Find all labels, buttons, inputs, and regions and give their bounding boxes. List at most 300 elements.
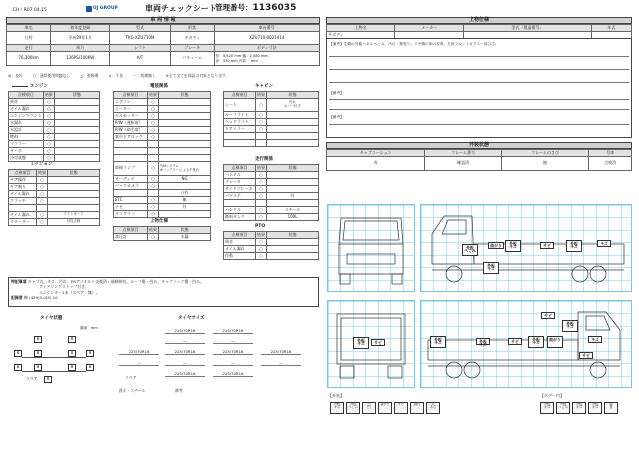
electrical-row — [114, 190, 211, 197]
cabin-title: キャビン — [255, 84, 273, 89]
grading-1: ◎：良好 — [8, 73, 23, 78]
engine-item: オイル漏れ — [9, 106, 44, 113]
electrical-result[interactable] — [148, 141, 159, 148]
vi-v2-1: 136PS/100KW — [51, 52, 110, 66]
engine-row — [9, 127, 100, 134]
electrical-header-row — [114, 92, 211, 99]
mission-header-row — [9, 170, 100, 177]
tire-size-rear-2: 225/70R16 — [213, 372, 253, 377]
mission-state — [48, 212, 100, 219]
version-text: EH / R07.04.15 — [13, 8, 47, 13]
engine-row — [9, 106, 100, 113]
us-h-3: 年式 — [591, 25, 631, 32]
engine-state — [54, 141, 99, 148]
pto-header-row — [224, 232, 319, 239]
damage-tag: キズ — [588, 336, 602, 343]
mission-note-2: 付近点検 — [66, 219, 81, 224]
vi-h2-1: 馬力 — [51, 45, 110, 52]
cabin-row — [224, 140, 319, 147]
damage-tag: 外板 キズ — [528, 336, 544, 348]
mission-state — [48, 219, 100, 226]
mission-row — [9, 198, 100, 205]
electrical-state — [159, 211, 211, 218]
cabin-row — [224, 126, 319, 133]
vi-h2-0: 走行 — [7, 45, 51, 52]
special-notes-line-4 — [11, 295, 316, 300]
engine-row — [9, 141, 100, 148]
us-h-1: メーカー — [395, 25, 464, 32]
damage-tag: 外板 ヘこみ — [462, 244, 478, 256]
electrical-item: P/W（助手席） — [114, 127, 148, 134]
mission-state — [48, 184, 100, 191]
tire-mark-spare[interactable]: 8 — [44, 376, 52, 383]
grading-5: －：装備無し — [132, 73, 156, 78]
tire-mark-rear-right-1[interactable]: 8 — [68, 364, 76, 371]
pto-row — [224, 239, 319, 246]
engine-result[interactable]: ○ — [43, 106, 54, 113]
running-result[interactable] — [256, 200, 267, 207]
mission-row — [9, 219, 100, 226]
mission-item — [9, 205, 37, 212]
vi-v1-3: ギガディ — [170, 32, 214, 45]
electrical-h-0: 点検項目 — [114, 92, 148, 99]
electrical-result[interactable] — [148, 155, 159, 162]
pto-result[interactable]: ○ — [256, 246, 267, 253]
tire-size-mid-1: 225/70R16 — [119, 350, 159, 355]
engine-item: 水漏れ — [9, 120, 44, 127]
legend-hole: 穴 あき — [426, 402, 440, 414]
running-item: サイドブレーキ — [224, 186, 256, 193]
mission-item: クラッチ — [9, 198, 37, 205]
engine-state — [54, 127, 99, 134]
engine-row — [9, 120, 100, 127]
pto-title: PTO — [255, 224, 266, 229]
ex-v-2: 無 — [501, 157, 589, 171]
electrical-item: 車検ランプ — [114, 162, 148, 176]
tire-notes-label: 備考 — [175, 388, 183, 393]
mission-item: オイル漏れ — [9, 191, 37, 198]
damage-tag: キズ — [597, 240, 611, 247]
engine-item: 燃料 — [9, 134, 44, 141]
pto-h-2: 状態 — [267, 232, 319, 239]
running-row — [224, 179, 319, 186]
electrical-table — [113, 91, 211, 218]
running-title: 走行関係 — [255, 157, 273, 162]
cabin-h-1: 結果 — [257, 91, 265, 97]
mission-result[interactable] — [37, 205, 48, 212]
vi-v2-0: 76,300km — [7, 52, 51, 66]
running-result[interactable]: ○ — [256, 186, 267, 193]
mission-item: ギア鳴り — [9, 184, 37, 191]
exterior-title: 外装状態 — [326, 142, 632, 149]
legend-exterior-dent: 外板 へこみ — [346, 402, 360, 414]
electrical-title: 電装関係 — [150, 84, 168, 89]
running-state — [267, 172, 319, 179]
electrical-row — [114, 155, 211, 162]
vi-body-dims — [214, 52, 319, 66]
us-h-2: 型式「製造番号」 — [464, 25, 592, 32]
vi-v2-3: バキューム — [170, 52, 214, 66]
tire-size-front-right: 225/70R16 — [213, 329, 253, 334]
electrical-item: ナビ — [114, 204, 148, 211]
cabin-result[interactable]: ○ — [256, 112, 267, 119]
ex-v-3: 点検済 — [589, 157, 632, 171]
running-h-0: 点検項目 — [224, 165, 256, 172]
electrical-row — [114, 106, 211, 113]
pto-state — [267, 253, 319, 260]
running-item: ハンドル — [224, 207, 256, 214]
running-table — [223, 164, 319, 221]
engine-item: ターボ — [9, 148, 44, 155]
tire-mark-rear-left-1[interactable]: 8 — [14, 364, 22, 371]
engine-result[interactable]: ○ — [43, 120, 54, 127]
engine-pill — [12, 86, 28, 87]
mission-item: リターダー — [9, 219, 37, 226]
remark-line — [329, 109, 629, 110]
engine-row — [9, 148, 100, 155]
tire-mark-mid-left-1[interactable]: 8 — [14, 350, 22, 357]
mission-state — [48, 205, 100, 212]
electrical-item: 集中ドアロック — [114, 134, 148, 141]
engine-state — [54, 120, 99, 127]
engine-item: マフラー — [9, 141, 44, 148]
tire-mark-rear-left-2[interactable]: 8 — [34, 364, 42, 371]
mission-state — [48, 177, 100, 184]
mission-item: ギア操作 — [9, 177, 37, 184]
running-note-2: スチール — [284, 206, 301, 212]
upper-spec-remarks — [326, 38, 632, 138]
vi-v1-0: 日野 — [7, 32, 51, 45]
electrical-state — [159, 141, 211, 148]
damage-tag: 外板 キズ — [562, 320, 578, 332]
spare-label: スペア — [26, 376, 38, 381]
wheel-label: 鉄ホ・スチール — [119, 388, 146, 393]
electrical-result[interactable]: ○ — [148, 120, 159, 127]
vehicle-info-table — [6, 24, 320, 66]
vi-v1-4: XZU710-0021414 — [214, 32, 319, 45]
power-gate-h-1: 結果 — [149, 226, 157, 232]
mission-row — [9, 205, 100, 212]
exterior-value-row — [327, 157, 632, 171]
power-gate-title: 上物仕様 — [150, 219, 168, 224]
electrical-state — [159, 106, 211, 113]
exterior-legend-label: 【外装】 — [328, 393, 344, 398]
vi-h2-4: ボディ寸法 — [214, 45, 319, 52]
running-result[interactable]: ○ — [256, 214, 267, 221]
tire-size-dash-6: ― — [261, 361, 301, 366]
damage-tag: 外板 キズ — [483, 262, 499, 274]
cabin-row — [224, 119, 319, 126]
vi-h1-3: 形状 — [170, 25, 214, 32]
running-result[interactable]: ○ — [256, 179, 267, 186]
cabin-item: ドアミラー — [224, 126, 256, 133]
cabin-state — [267, 133, 319, 140]
power-gate-state — [159, 234, 211, 241]
tire-mark-mid-left-2[interactable]: 8 — [34, 350, 42, 357]
electrical-result[interactable]: ○ — [148, 134, 159, 141]
tire-mark-rear-right-2[interactable]: 8 — [86, 364, 94, 371]
remark-line — [329, 124, 629, 125]
tire-mark-mid-right-2[interactable]: 8 — [86, 350, 94, 357]
special-notes-line-3: エンジンキー1本（スペア：無）。 — [39, 289, 100, 295]
electrical-state — [159, 99, 211, 106]
mission-result[interactable]: ○ — [37, 219, 48, 226]
electrical-note-3: NG — [181, 175, 188, 181]
engine-item: 冷房状態 — [9, 155, 44, 162]
engine-state — [54, 155, 99, 162]
vi-h1-1: 初年度登録 — [51, 25, 110, 32]
pto-table — [223, 231, 319, 260]
electrical-state — [159, 162, 211, 176]
cabin-note-1: 汚れ — [289, 100, 296, 105]
running-state — [267, 186, 319, 193]
running-result[interactable]: ○ — [256, 207, 267, 214]
electrical-state — [159, 134, 211, 141]
electrical-result[interactable] — [148, 148, 159, 155]
electrical-item — [114, 155, 148, 162]
engine-result[interactable]: ○ — [43, 113, 54, 120]
mission-result[interactable]: ○ — [37, 184, 48, 191]
tire-mark-front-right[interactable]: 8 — [68, 336, 76, 343]
running-state — [267, 200, 319, 207]
electrical-note-1: T/Mシステム — [160, 163, 179, 168]
electrical-item: ヒーター — [114, 106, 148, 113]
engine-state — [54, 134, 99, 141]
electrical-h-2: 状態 — [159, 92, 211, 99]
engine-state — [54, 113, 99, 120]
upper-spec-title: 上物仕様 — [326, 17, 632, 24]
power-gate-table — [113, 226, 211, 241]
dim-2: mm 幅：2,080 — [234, 54, 260, 59]
legend-body-scratch-3: 外板 キズ — [588, 402, 602, 414]
mission-result[interactable]: ○ — [37, 198, 48, 205]
cabin-result[interactable] — [256, 140, 267, 147]
pto-result[interactable]: ○ — [256, 253, 267, 260]
engine-row — [9, 99, 100, 106]
engine-result[interactable]: ○ — [43, 148, 54, 155]
grading-2: ○：通常使用問題なし — [32, 73, 71, 78]
electrical-row — [114, 183, 211, 190]
pto-state — [267, 239, 319, 246]
electrical-state — [159, 176, 211, 183]
cabin-item — [224, 140, 256, 147]
engine-result[interactable]: ○ — [43, 127, 54, 134]
electrical-state — [159, 183, 211, 190]
electrical-state — [159, 197, 211, 204]
electrical-note-4: ○有 — [180, 189, 189, 195]
cabin-item: ルーフライト — [224, 112, 256, 119]
electrical-result[interactable] — [148, 190, 159, 197]
ex-h-3: 号車 — [589, 150, 632, 157]
tire-size-dash-5: ― — [213, 361, 253, 366]
damage-tag: 外板 キズ — [505, 240, 521, 252]
electrical-row — [114, 176, 211, 183]
electrical-result[interactable]: ○ — [148, 197, 159, 204]
running-row — [224, 207, 319, 214]
running-state — [267, 207, 319, 214]
engine-state — [54, 148, 99, 155]
electrical-row — [114, 197, 211, 204]
cabin-state — [267, 140, 319, 147]
electrical-result[interactable]: ○ — [148, 176, 159, 183]
running-state — [267, 193, 319, 200]
engine-result[interactable]: ○ — [43, 99, 54, 106]
ex-v-0: 有 — [327, 157, 425, 171]
vi-h2-2: シフト — [110, 45, 171, 52]
damage-tag: サビ — [579, 352, 593, 359]
electrical-result[interactable]: ○ — [148, 204, 159, 211]
electrical-result[interactable]: ○ — [148, 162, 159, 176]
engine-result[interactable]: ○ — [43, 134, 54, 141]
electrical-item: バックカメラ — [114, 183, 148, 190]
vi-v1-2: TKG-XZU710M — [110, 32, 171, 45]
tire-size-dash-3: ― — [119, 361, 159, 366]
grading-4: ×：不良 — [108, 73, 123, 78]
cabin-row — [224, 112, 319, 119]
cabin-item: シート — [224, 99, 256, 112]
special-notes-box — [8, 277, 319, 307]
cabin-header-row — [224, 92, 319, 99]
tire-mark-front-left[interactable]: 8 — [34, 336, 42, 343]
electrical-state — [159, 155, 211, 162]
running-row — [224, 186, 319, 193]
running-note-1: 付 — [290, 192, 295, 198]
damage-tag: サビ — [508, 338, 522, 345]
tire-size-dash-4: ― — [165, 361, 205, 366]
electrical-note-5: 無 — [182, 196, 187, 202]
ex-v-1: 確認済 — [425, 157, 501, 171]
cabin-row — [224, 133, 319, 140]
cabin-result[interactable]: ○ — [256, 126, 267, 133]
electrical-row — [114, 204, 211, 211]
dim-4: 高：370 — [215, 58, 230, 63]
electrical-item: エアコン — [114, 99, 148, 106]
running-result[interactable]: ○ — [256, 193, 267, 200]
legend-exterior-scratch: 外板 キズ — [330, 402, 344, 414]
engine-result[interactable]: ○ — [43, 155, 54, 162]
cabin-h-0: 点検項目 — [224, 92, 256, 99]
power-gate-header-row — [114, 227, 211, 234]
engine-h-2: 状態 — [54, 92, 99, 99]
tire-size-dash-1: ― — [165, 339, 205, 344]
mission-row — [9, 177, 100, 184]
electrical-result[interactable]: ○ — [148, 106, 159, 113]
remark-line — [329, 99, 629, 100]
power-gate-result[interactable]: ○ — [148, 234, 159, 241]
legend-bend: 曲がり — [378, 402, 392, 414]
electrical-row — [114, 162, 211, 176]
mission-state — [48, 198, 100, 205]
running-item: 燃料タンク — [224, 214, 256, 221]
front-view-drawing — [327, 204, 415, 292]
electrical-state — [159, 120, 211, 127]
electrical-state — [159, 148, 211, 155]
vehicle-info-value-row-2 — [7, 52, 320, 66]
engine-result[interactable]: ○ — [43, 141, 54, 148]
remark-line — [329, 69, 629, 70]
tire-size-title: タイヤサイズ — [178, 316, 205, 321]
grading-note: ※全て全てを保証の対象となります — [165, 73, 226, 78]
us-v-0: 平ボディ — [327, 32, 395, 39]
cabin-result[interactable] — [256, 133, 267, 140]
special-notes-line-2: アイドリングストップ付き。 — [39, 284, 89, 290]
electrical-result[interactable]: ○ — [148, 113, 159, 120]
tire-size-spare: 225/70R16 — [165, 372, 205, 377]
electrical-item: P/W（運転席） — [114, 120, 148, 127]
running-result[interactable]: ○ — [256, 172, 267, 179]
upper-spec-header-row — [327, 25, 632, 32]
engine-h-1: 結果 — [44, 91, 53, 97]
pto-result[interactable]: ○ — [256, 239, 267, 246]
electrical-result[interactable]: ○ — [148, 211, 159, 218]
dim-6: mm — [250, 58, 258, 63]
mission-result[interactable]: ○ — [37, 212, 48, 219]
engine-row — [9, 134, 100, 141]
tire-size-area — [115, 325, 320, 397]
exterior-header-row — [327, 150, 632, 157]
tire-size-mid-4: 225/70R16 — [261, 350, 301, 355]
mission-h-2: 状態 — [48, 170, 100, 177]
tire-mark-mid-right-1[interactable]: 8 — [68, 350, 76, 357]
legend-body-scratch: 外板 キズ — [540, 402, 554, 414]
cabin-h-2: 状態 — [267, 92, 319, 99]
electrical-item — [114, 190, 148, 197]
tire-size-front-left: 225/70R16 — [165, 329, 205, 334]
tire-size-dash-2: ― — [213, 339, 253, 344]
recorder-label: 記録者 — [11, 294, 23, 300]
mission-title: ミッション — [30, 162, 53, 167]
mission-result[interactable]: ○ — [37, 177, 48, 184]
power-gate-note: 水漏 — [180, 233, 189, 239]
electrical-result[interactable]: ○ — [148, 127, 159, 134]
engine-title: エンジン — [30, 84, 48, 89]
tire-size-mid-3: 225/70R16 — [213, 350, 253, 355]
running-state — [267, 214, 319, 221]
right-side-drawing — [420, 300, 632, 388]
vi-v2-2: A/T — [110, 52, 171, 66]
running-row — [224, 200, 319, 207]
legend-uneven: 凸 凹 — [362, 402, 376, 414]
electrical-result[interactable]: ○ — [148, 99, 159, 106]
mission-h-0: 点検項目 — [9, 170, 37, 177]
remark-line — [329, 56, 629, 57]
electrical-item — [114, 148, 148, 155]
grading-3: △：要修理 — [80, 73, 99, 78]
upper-spec-remark-3: 【備考】 — [329, 115, 344, 119]
electrical-result[interactable]: ○ — [148, 183, 159, 190]
running-state — [267, 179, 319, 186]
grading-legend — [8, 74, 226, 78]
legend-crack: 割れ — [410, 402, 424, 414]
tire-condition-title: タイヤ状態 — [40, 316, 63, 321]
cabin-result[interactable]: ○ — [256, 99, 267, 112]
damage-tag: 外板 キズ — [430, 336, 446, 348]
engine-h-0: 点検項目 — [9, 92, 44, 99]
running-h-2: 状態 — [267, 165, 319, 172]
damage-tag: 曲がり — [488, 242, 504, 249]
engine-header-row — [9, 92, 100, 99]
mission-result[interactable]: ○ — [37, 191, 48, 198]
running-row — [224, 214, 319, 221]
cabin-result[interactable]: ○ — [256, 119, 267, 126]
page-title: 車両チェックシート — [145, 4, 217, 13]
dim-1: 長：4,520 — [215, 54, 234, 59]
power-gate-h-0: 点検項目 — [114, 227, 148, 234]
electrical-note-6: 付 — [182, 203, 187, 209]
cabin-state — [267, 119, 319, 126]
pto-item: 異音 — [224, 239, 256, 246]
vi-h1-0: 車名 — [7, 25, 51, 32]
